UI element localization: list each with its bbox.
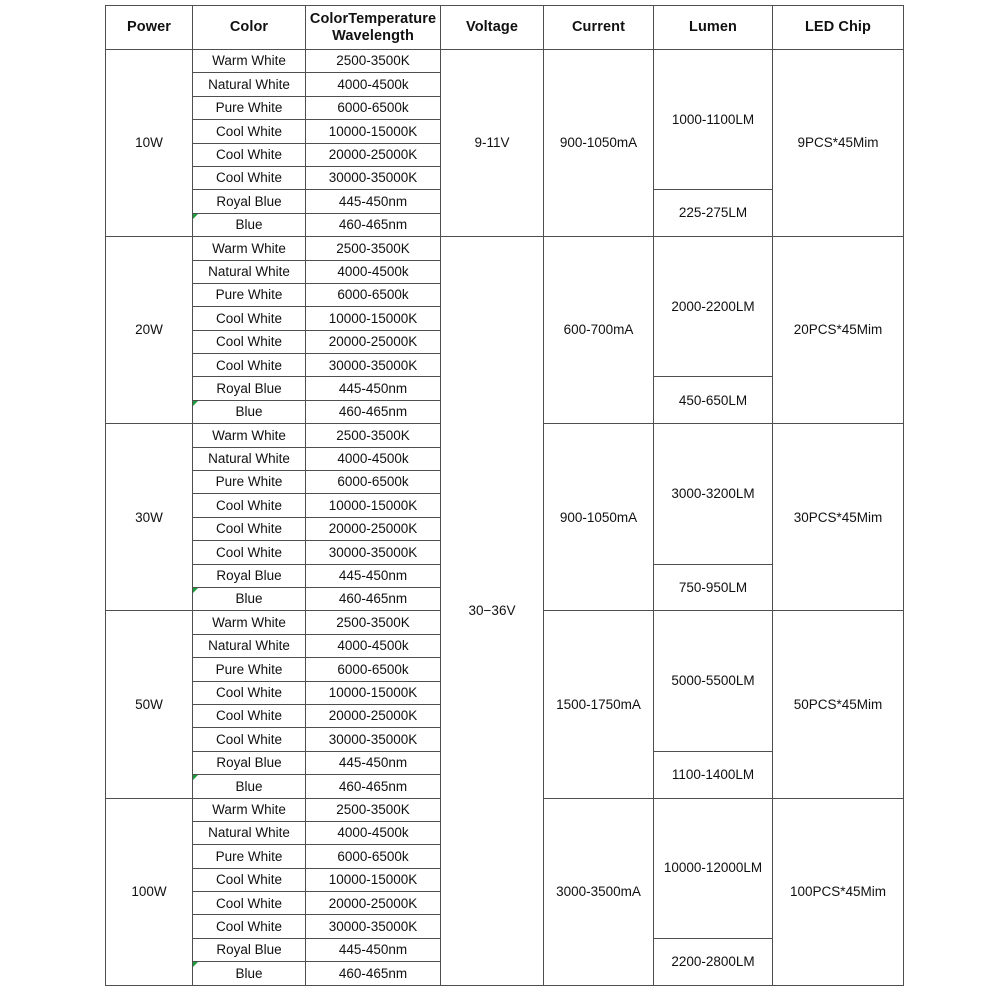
color-cell: Warm White bbox=[193, 424, 306, 447]
current-cell: 900-1050mA bbox=[544, 50, 654, 237]
color-cell: Blue bbox=[193, 213, 306, 236]
color-temperature-wavelength-cell: 10000-15000K bbox=[306, 494, 441, 517]
color-temperature-wavelength-cell: 6000-6500k bbox=[306, 283, 441, 306]
color-cell: Natural White bbox=[193, 260, 306, 283]
current-cell: 600-700mA bbox=[544, 237, 654, 424]
column-header-voltage: Voltage bbox=[441, 6, 544, 50]
power-cell: 20W bbox=[106, 237, 193, 424]
color-temperature-wavelength-cell: 30000-35000K bbox=[306, 354, 441, 377]
color-temperature-wavelength-cell: 6000-6500k bbox=[306, 658, 441, 681]
color-cell: Cool White bbox=[193, 166, 306, 189]
power-cell: 30W bbox=[106, 424, 193, 611]
color-cell: Royal Blue bbox=[193, 751, 306, 774]
color-cell: Natural White bbox=[193, 73, 306, 96]
color-temperature-wavelength-cell: 445-450nm bbox=[306, 751, 441, 774]
color-temperature-wavelength-cell: 460-465nm bbox=[306, 775, 441, 798]
color-temperature-wavelength-cell: 445-450nm bbox=[306, 190, 441, 213]
led-chip-cell: 30PCS*45Mim bbox=[773, 424, 904, 611]
led-chip-cell: 9PCS*45Mim bbox=[773, 50, 904, 237]
color-cell: Warm White bbox=[193, 237, 306, 260]
color-temperature-wavelength-cell: 6000-6500k bbox=[306, 845, 441, 868]
color-cell: Pure White bbox=[193, 471, 306, 494]
header-row bbox=[106, 6, 904, 50]
lumen-primary-cell: 3000-3200LM bbox=[654, 424, 773, 564]
color-temperature-wavelength-cell: 6000-6500k bbox=[306, 471, 441, 494]
power-cell: 50W bbox=[106, 611, 193, 798]
color-cell: Cool White bbox=[193, 704, 306, 727]
column-header-color-temperature-wavelength bbox=[306, 6, 441, 50]
color-temperature-wavelength-cell: 30000-35000K bbox=[306, 166, 441, 189]
color-cell: Cool White bbox=[193, 517, 306, 540]
led-chip-cell: 50PCS*45Mim bbox=[773, 611, 904, 798]
color-cell: Pure White bbox=[193, 845, 306, 868]
column-header-power: Power bbox=[106, 6, 193, 50]
column-header-color: Color bbox=[193, 6, 306, 50]
color-cell: Warm White bbox=[193, 798, 306, 821]
color-temperature-wavelength-cell: 4000-4500k bbox=[306, 260, 441, 283]
color-cell: Warm White bbox=[193, 50, 306, 73]
color-temperature-wavelength-cell: 460-465nm bbox=[306, 213, 441, 236]
lumen-primary-cell: 1000-1100LM bbox=[654, 50, 773, 190]
color-temperature-wavelength-cell: 10000-15000K bbox=[306, 681, 441, 704]
lumen-primary-cell: 5000-5500LM bbox=[654, 611, 773, 751]
color-cell: Royal Blue bbox=[193, 564, 306, 587]
color-temperature-wavelength-cell: 2500-3500K bbox=[306, 237, 441, 260]
color-cell: Cool White bbox=[193, 541, 306, 564]
led-chip-cell: 20PCS*45Mim bbox=[773, 237, 904, 424]
lumen-secondary-cell: 225-275LM bbox=[654, 190, 773, 237]
color-temperature-wavelength-cell: 4000-4500k bbox=[306, 73, 441, 96]
voltage-cell: 9-11V bbox=[441, 50, 544, 237]
color-temperature-wavelength-cell: 20000-25000K bbox=[306, 704, 441, 727]
color-cell: Cool White bbox=[193, 494, 306, 517]
color-cell: Blue bbox=[193, 587, 306, 610]
color-cell: Royal Blue bbox=[193, 377, 306, 400]
color-cell: Natural White bbox=[193, 821, 306, 844]
color-cell: Blue bbox=[193, 962, 306, 985]
color-temperature-wavelength-cell: 4000-4500k bbox=[306, 634, 441, 657]
color-cell: Cool White bbox=[193, 330, 306, 353]
color-temperature-wavelength-cell: 30000-35000K bbox=[306, 728, 441, 751]
color-temperature-wavelength-cell: 20000-25000K bbox=[306, 330, 441, 353]
color-cell: Pure White bbox=[193, 96, 306, 119]
color-cell: Natural White bbox=[193, 634, 306, 657]
color-temperature-wavelength-cell: 445-450nm bbox=[306, 377, 441, 400]
color-temperature-wavelength-cell: 10000-15000K bbox=[306, 120, 441, 143]
lumen-primary-cell: 2000-2200LM bbox=[654, 237, 773, 377]
color-temperature-wavelength-cell: 445-450nm bbox=[306, 564, 441, 587]
color-cell: Blue bbox=[193, 775, 306, 798]
color-cell: Pure White bbox=[193, 658, 306, 681]
current-cell: 1500-1750mA bbox=[544, 611, 654, 798]
color-temperature-wavelength-cell: 10000-15000K bbox=[306, 868, 441, 891]
color-temperature-wavelength-cell: 445-450nm bbox=[306, 938, 441, 961]
header-line-color-temperature: ColorTemperature bbox=[309, 10, 437, 27]
color-temperature-wavelength-cell: 2500-3500K bbox=[306, 798, 441, 821]
color-cell: Cool White bbox=[193, 728, 306, 751]
color-temperature-wavelength-cell: 2500-3500K bbox=[306, 50, 441, 73]
color-temperature-wavelength-cell: 30000-35000K bbox=[306, 541, 441, 564]
lumen-secondary-cell: 2200-2800LM bbox=[654, 938, 773, 985]
table-header bbox=[106, 6, 904, 50]
color-temperature-wavelength-cell: 20000-25000K bbox=[306, 892, 441, 915]
color-cell: Cool White bbox=[193, 892, 306, 915]
lumen-primary-cell: 10000-12000LM bbox=[654, 798, 773, 938]
led-chip-cell: 100PCS*45Mim bbox=[773, 798, 904, 985]
color-temperature-wavelength-cell: 30000-35000K bbox=[306, 915, 441, 938]
table-row bbox=[106, 237, 904, 260]
color-temperature-wavelength-cell: 4000-4500k bbox=[306, 447, 441, 470]
current-cell: 3000-3500mA bbox=[544, 798, 654, 985]
color-temperature-wavelength-cell: 10000-15000K bbox=[306, 307, 441, 330]
color-cell: Royal Blue bbox=[193, 938, 306, 961]
color-cell: Cool White bbox=[193, 868, 306, 891]
header-line-wavelength: Wavelength bbox=[332, 27, 414, 44]
color-cell: Cool White bbox=[193, 143, 306, 166]
color-cell: Pure White bbox=[193, 283, 306, 306]
color-cell: Royal Blue bbox=[193, 190, 306, 213]
current-cell: 900-1050mA bbox=[544, 424, 654, 611]
color-cell: Natural White bbox=[193, 447, 306, 470]
color-temperature-wavelength-cell: 460-465nm bbox=[306, 962, 441, 985]
color-temperature-wavelength-cell: 460-465nm bbox=[306, 587, 441, 610]
lumen-secondary-cell: 750-950LM bbox=[654, 564, 773, 611]
color-temperature-wavelength-cell: 2500-3500K bbox=[306, 611, 441, 634]
color-temperature-wavelength-cell: 460-465nm bbox=[306, 400, 441, 423]
table-row bbox=[106, 50, 904, 73]
lumen-secondary-cell: 450-650LM bbox=[654, 377, 773, 424]
power-cell: 10W bbox=[106, 50, 193, 237]
power-cell: 100W bbox=[106, 798, 193, 985]
column-header-led-chip: LED Chip bbox=[773, 6, 904, 50]
color-cell: Cool White bbox=[193, 681, 306, 704]
column-header-current: Current bbox=[544, 6, 654, 50]
color-temperature-wavelength-cell: 2500-3500K bbox=[306, 424, 441, 447]
color-cell: Blue bbox=[193, 400, 306, 423]
table-body bbox=[106, 50, 904, 986]
color-temperature-wavelength-cell: 20000-25000K bbox=[306, 143, 441, 166]
column-header-lumen: Lumen bbox=[654, 6, 773, 50]
color-temperature-wavelength-cell: 4000-4500k bbox=[306, 821, 441, 844]
color-temperature-wavelength-cell: 6000-6500k bbox=[306, 96, 441, 119]
led-specification-table bbox=[105, 5, 904, 986]
color-temperature-wavelength-cell: 20000-25000K bbox=[306, 517, 441, 540]
lumen-secondary-cell: 1100-1400LM bbox=[654, 751, 773, 798]
color-cell: Warm White bbox=[193, 611, 306, 634]
color-cell: Cool White bbox=[193, 307, 306, 330]
voltage-cell: 30−36V bbox=[441, 237, 544, 986]
color-cell: Cool White bbox=[193, 354, 306, 377]
color-cell: Cool White bbox=[193, 915, 306, 938]
color-cell: Cool White bbox=[193, 120, 306, 143]
